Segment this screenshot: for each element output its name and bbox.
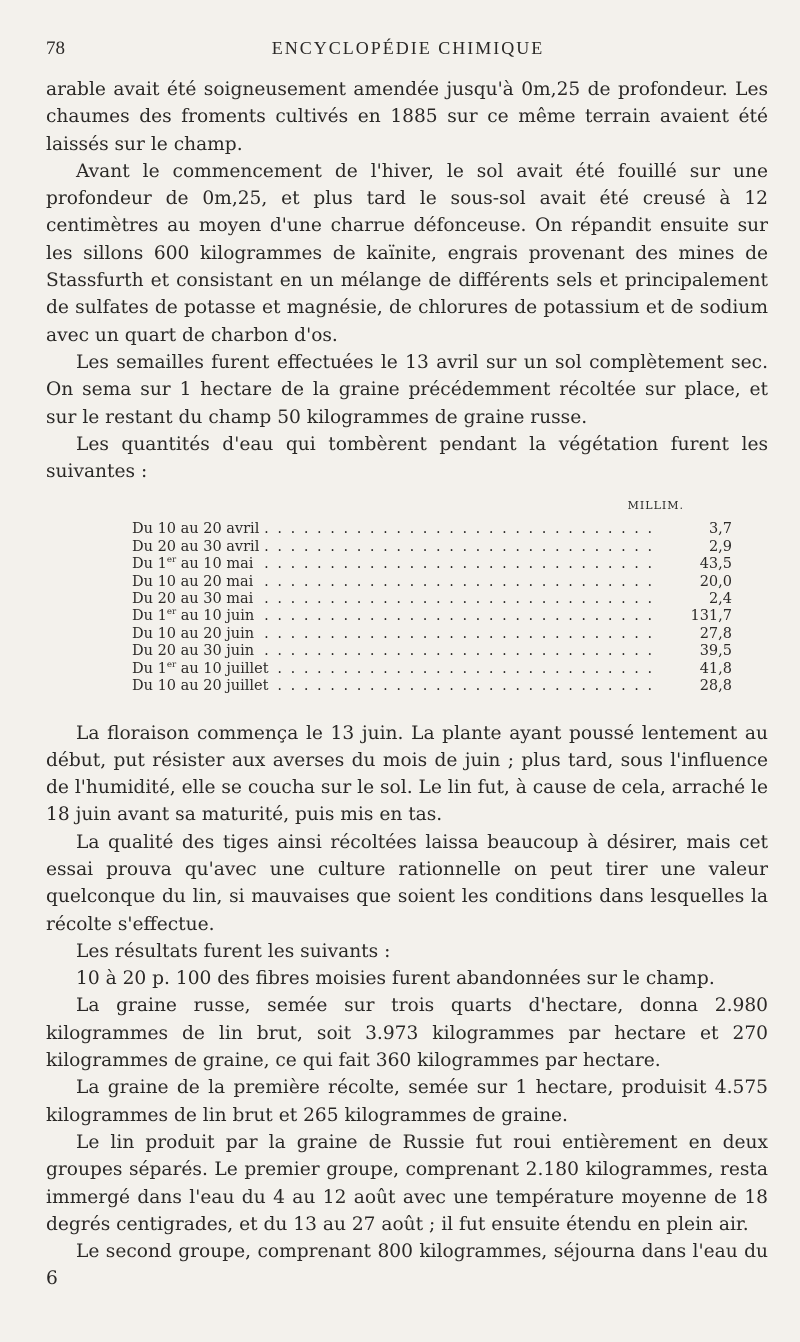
period-label: Du 10 au 20 avril	[132, 521, 262, 537]
table-row	[132, 521, 732, 538]
period-cell	[132, 626, 662, 643]
paragraph: 10 à 20 p. 100 des fibres moisies furent abandonnées sur le champ.	[76, 968, 715, 990]
period-cell	[132, 521, 662, 538]
period-cell	[132, 574, 662, 591]
period-cell	[132, 643, 662, 660]
rainfall-value: 2,4	[662, 591, 732, 608]
period-label: Du 10 au 20 mai	[132, 574, 256, 590]
period-cell	[132, 678, 662, 695]
running-title: ENCYCLOPÉDIE CHIMIQUE	[271, 38, 545, 58]
table-unit-label: MILLIM.	[627, 499, 684, 513]
rainfall-value: 39,5	[662, 643, 732, 660]
table-row	[132, 574, 732, 591]
period-label: Du 20 au 30 juin	[132, 643, 257, 659]
table-row	[132, 556, 732, 573]
period-label: Du 1er au 10 juin	[132, 608, 257, 624]
rainfall-value: 131,7	[662, 608, 732, 625]
table-row	[132, 591, 732, 608]
period-cell	[132, 539, 662, 556]
period-label: Du 10 au 20 juin	[132, 626, 257, 642]
rainfall-value: 27,8	[662, 626, 732, 643]
paragraph: Avant le commencement de l'hiver, le sol avait été fouillé sur une profondeur de 0m,25, et plus tard le sous-sol avait été creusé à 12 centimètres au moyen d'une charrue défonceuse. On répandit ensuite sur les sillons 600 kilogrammes de kaïnite, engrais provenant des mines de Stassfurth et consistant en un mélange de différents sels et principalement de sulfates de potasse et magnésie, de chlorures de potassium et de sodium avec un quart de charbon d'os.	[46, 160, 768, 346]
table-row	[132, 608, 732, 625]
period-label: Du 1er au 10 mai	[132, 556, 256, 572]
paragraph: La graine de la première récolte, semée sur 1 hectare, produisit 4.575 kilogrammes de lin brut et 265 kilogrammes de graine.	[46, 1077, 768, 1126]
table-row	[132, 626, 732, 643]
rainfall-value: 43,5	[662, 556, 732, 573]
period-label: Du 20 au 30 avril	[132, 539, 262, 555]
rainfall-value: 20,0	[662, 574, 732, 591]
rainfall-value: 3,7	[662, 521, 732, 538]
period-label: Du 20 au 30 mai	[132, 591, 256, 607]
rainfall-value: 2,9	[662, 539, 732, 556]
page-number: 78	[46, 38, 65, 59]
period-cell	[132, 661, 662, 678]
paragraph: Le lin produit par la graine de Russie fut roui entièrement en deux groupes séparés. Le premier groupe, comprenant 2.180 kilogrammes, resta immergé dans l'eau du 4 au 12 août avec une température moyenne de 18 degrés centigrades, et du 13 au 27 août ; il fut ensuite étendu en plein air.	[46, 1131, 768, 1235]
paragraph: Les semailles furent effectuées le 13 avril sur un sol complètement sec. On sema sur 1 hectare de la graine précédemment récoltée sur place, et sur le restant du champ 50 kilogrammes de graine russe.	[46, 351, 768, 428]
paragraph: Le second groupe, comprenant 800 kilogrammes, séjourna dans l'eau du 6	[46, 1241, 768, 1290]
rainfall-value: 41,8	[662, 661, 732, 678]
page-header	[46, 38, 770, 62]
table-row	[132, 643, 732, 660]
rainfall-value: 28,8	[662, 678, 732, 695]
paragraph: La graine russe, semée sur trois quarts d'hectare, donna 2.980 kilogrammes de lin brut, soit 3.973 kilogrammes par hectare et 270 kilogrammes de graine, ce qui fait 360 kilogrammes par hectare.	[46, 995, 768, 1072]
period-cell	[132, 556, 662, 573]
period-cell	[132, 591, 662, 608]
period-label: Du 1er au 10 juillet	[132, 661, 272, 677]
rainfall-table	[132, 521, 732, 695]
paragraph: La qualité des tiges ainsi récoltées laissa beaucoup à désirer, mais cet essai prouva qu'avec une culture rationnelle on peut tirer une valeur quelconque du lin, si mauvaises que soient les conditions dans lesquelles la récolte s'effectue.	[46, 831, 768, 935]
paragraph: Les quantités d'eau qui tombèrent pendant la végétation furent les suivantes :	[46, 433, 768, 483]
period-cell	[132, 608, 662, 625]
table-row	[132, 539, 732, 556]
body-text	[46, 76, 768, 1293]
paragraph: arable avait été soigneusement amendée jusqu'à 0m,25 de profondeur. Les chaumes des froments cultivés en 1885 sur ce même terrain avaient été laissés sur le champ.	[46, 79, 768, 155]
table-row	[132, 661, 732, 678]
table-row	[132, 678, 732, 695]
period-label: Du 10 au 20 juillet	[132, 678, 271, 694]
paragraph: Les résultats furent les suivants :	[76, 940, 391, 962]
paragraph: La floraison commença le 13 juin. La plante ayant poussé lentement au début, put résister aux averses du mois de juin ; plus tard, sous l'influence de l'humidité, elle se coucha sur le sol. Le lin fut, à cause de cela, arraché le 18 juin avant sa maturité, puis mis en tas.	[46, 722, 768, 826]
